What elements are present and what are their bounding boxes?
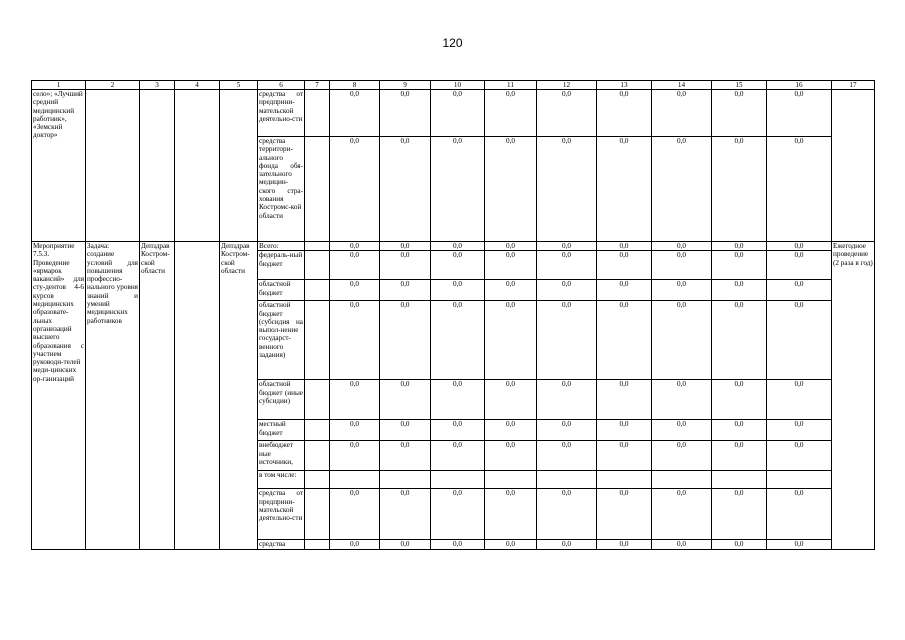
funding-source: средства от предприни-мательской деятельно-сти: [258, 90, 305, 137]
empty-cell: [305, 420, 330, 441]
amount-cell: 0,0: [712, 441, 767, 471]
amount-cell: 0,0: [380, 420, 431, 441]
responsible-executor: Депздрав Костром-ской области: [140, 242, 175, 550]
funding-source: средства от предприни-мательской деятельно-сти: [258, 489, 305, 540]
table-row: [32, 242, 875, 251]
amount-cell: 0,0: [380, 242, 431, 251]
amount-cell: 0,0: [330, 280, 380, 301]
amount-cell: 0,0: [712, 540, 767, 549]
amount-cell: 0,0: [537, 251, 597, 280]
column-number: 12: [537, 81, 597, 90]
amount-cell: 0,0: [431, 380, 485, 420]
amount-cell: [485, 471, 537, 489]
page-number: 120: [442, 36, 463, 50]
amount-cell: 0,0: [431, 90, 485, 137]
amount-cell: 0,0: [431, 301, 485, 380]
amount-cell: 0,0: [712, 301, 767, 380]
amount-cell: 0,0: [431, 540, 485, 549]
amount-cell: 0,0: [485, 280, 537, 301]
amount-cell: 0,0: [597, 441, 652, 471]
empty-cell: [305, 90, 330, 137]
amount-cell: 0,0: [485, 251, 537, 280]
amount-cell: 0,0: [431, 280, 485, 301]
amount-cell: 0,0: [330, 489, 380, 540]
amount-cell: 0,0: [767, 380, 832, 420]
amount-cell: 0,0: [537, 380, 597, 420]
amount-cell: 0,0: [330, 380, 380, 420]
column-number: 1: [32, 81, 86, 90]
column-number: 16: [767, 81, 832, 90]
column-number: 15: [712, 81, 767, 90]
amount-cell: 0,0: [652, 380, 712, 420]
amount-cell: 0,0: [537, 441, 597, 471]
empty-cell: [305, 471, 330, 489]
amount-cell: 0,0: [597, 251, 652, 280]
amount-cell: 0,0: [767, 420, 832, 441]
amount-cell: [712, 471, 767, 489]
amount-cell: 0,0: [767, 251, 832, 280]
empty-cell: [140, 90, 175, 242]
coexecutor: Депздрав Костром-ской области: [220, 242, 258, 550]
amount-cell: 0,0: [767, 489, 832, 540]
amount-cell: 0,0: [485, 137, 537, 242]
amount-cell: 0,0: [652, 242, 712, 251]
empty-cell: [832, 90, 875, 242]
amount-cell: 0,0: [380, 540, 431, 549]
amount-cell: 0,0: [767, 540, 832, 549]
column-number: 13: [597, 81, 652, 90]
amount-cell: 0,0: [597, 137, 652, 242]
funding-source: средства: [258, 540, 305, 549]
amount-cell: 0,0: [330, 540, 380, 549]
amount-cell: 0,0: [597, 380, 652, 420]
amount-cell: 0,0: [712, 137, 767, 242]
empty-cell: [305, 441, 330, 471]
table-row: [32, 90, 875, 137]
funding-source: в том числе:: [258, 471, 305, 489]
empty-cell: [305, 489, 330, 540]
amount-cell: 0,0: [652, 137, 712, 242]
amount-cell: 0,0: [330, 441, 380, 471]
amount-cell: 0,0: [431, 251, 485, 280]
amount-cell: 0,0: [485, 242, 537, 251]
funding-source: областной бюджет: [258, 280, 305, 301]
amount-cell: 0,0: [537, 280, 597, 301]
amount-cell: 0,0: [380, 251, 431, 280]
column-number: 11: [485, 81, 537, 90]
amount-cell: 0,0: [712, 420, 767, 441]
amount-cell: 0,0: [597, 489, 652, 540]
amount-cell: 0,0: [537, 540, 597, 549]
column-number-row: [32, 81, 875, 90]
empty-cell: [175, 242, 220, 550]
amount-cell: 0,0: [597, 280, 652, 301]
funding-source: местный бюджет: [258, 420, 305, 441]
amount-cell: 0,0: [597, 540, 652, 549]
amount-cell: 0,0: [712, 380, 767, 420]
amount-cell: 0,0: [652, 251, 712, 280]
amount-cell: 0,0: [652, 90, 712, 137]
expected-result: Ежегодное проведение (2 раза в год): [832, 242, 875, 550]
empty-cell: [305, 301, 330, 380]
amount-cell: 0,0: [485, 380, 537, 420]
amount-cell: 0,0: [652, 489, 712, 540]
amount-cell: 0,0: [431, 137, 485, 242]
column-number: 14: [652, 81, 712, 90]
column-number: 8: [330, 81, 380, 90]
column-number: 9: [380, 81, 431, 90]
empty-cell: [305, 251, 330, 280]
column-number: 6: [258, 81, 305, 90]
funding-source: федераль-ный бюджет: [258, 251, 305, 280]
amount-cell: 0,0: [380, 380, 431, 420]
amount-cell: 0,0: [712, 242, 767, 251]
amount-cell: 0,0: [537, 301, 597, 380]
empty-cell: [86, 90, 140, 242]
empty-cell: [305, 380, 330, 420]
amount-cell: 0,0: [712, 90, 767, 137]
amount-cell: 0,0: [652, 420, 712, 441]
amount-cell: 0,0: [380, 441, 431, 471]
amount-cell: 0,0: [330, 137, 380, 242]
funding-source: областной бюджет (иные субсидии): [258, 380, 305, 420]
amount-cell: 0,0: [485, 540, 537, 549]
amount-cell: 0,0: [330, 242, 380, 251]
amount-cell: 0,0: [380, 301, 431, 380]
amount-cell: 0,0: [652, 280, 712, 301]
amount-cell: 0,0: [485, 420, 537, 441]
amount-cell: 0,0: [380, 280, 431, 301]
empty-cell: [305, 137, 330, 242]
amount-cell: 0,0: [597, 90, 652, 137]
empty-cell: [305, 242, 330, 251]
amount-cell: 0,0: [485, 489, 537, 540]
amount-cell: 0,0: [485, 441, 537, 471]
amount-cell: 0,0: [597, 242, 652, 251]
funding-source: внебюджет ные источники,: [258, 441, 305, 471]
amount-cell: 0,0: [652, 441, 712, 471]
amount-cell: 0,0: [597, 301, 652, 380]
amount-cell: 0,0: [597, 420, 652, 441]
empty-cell: [175, 90, 220, 242]
amount-cell: 0,0: [767, 441, 832, 471]
amount-cell: 0,0: [767, 280, 832, 301]
empty-cell: [220, 90, 258, 242]
amount-cell: 0,0: [537, 242, 597, 251]
amount-cell: 0,0: [485, 90, 537, 137]
amount-cell: 0,0: [537, 420, 597, 441]
amount-cell: 0,0: [380, 137, 431, 242]
amount-cell: [431, 471, 485, 489]
amount-cell: 0,0: [431, 242, 485, 251]
measure-name: Мероприятие 7.5.3. Проведение «ярмарок вакансий» для сту-дентов 4-6 курсов медицинских образовате-льных организаций высшего образования с участием руководи-телей меди-цинских ор-ганизаций: [32, 242, 86, 550]
column-number: 5: [220, 81, 258, 90]
amount-cell: 0,0: [380, 90, 431, 137]
column-number: 10: [431, 81, 485, 90]
empty-cell: [305, 540, 330, 549]
amount-cell: 0,0: [380, 489, 431, 540]
amount-cell: [537, 471, 597, 489]
task-description: Задача: создание условий для повышения профессио-нального уровня знаний и умений медицинских работников: [86, 242, 140, 550]
amount-cell: 0,0: [652, 301, 712, 380]
amount-cell: 0,0: [767, 137, 832, 242]
column-number: 4: [175, 81, 220, 90]
funding-source: Всего:: [258, 242, 305, 251]
amount-cell: 0,0: [485, 301, 537, 380]
empty-cell: [305, 280, 330, 301]
amount-cell: 0,0: [330, 251, 380, 280]
amount-cell: 0,0: [431, 441, 485, 471]
amount-cell: [767, 471, 832, 489]
column-number: 3: [140, 81, 175, 90]
amount-cell: 0,0: [431, 420, 485, 441]
amount-cell: [652, 471, 712, 489]
amount-cell: 0,0: [767, 242, 832, 251]
amount-cell: 0,0: [330, 301, 380, 380]
funding-source: областной бюджет (субсидия на выпол-нение государст-венного задания): [258, 301, 305, 380]
amount-cell: 0,0: [712, 280, 767, 301]
amount-cell: 0,0: [712, 251, 767, 280]
column-number: 7: [305, 81, 330, 90]
amount-cell: 0,0: [537, 90, 597, 137]
measure-name: село»; «Лучший средний медицинский работник», «Земский доктор»: [32, 90, 86, 242]
column-number: 17: [832, 81, 875, 90]
amount-cell: 0,0: [537, 137, 597, 242]
amount-cell: 0,0: [431, 489, 485, 540]
budget-table: [31, 80, 875, 550]
amount-cell: [597, 471, 652, 489]
amount-cell: 0,0: [330, 90, 380, 137]
amount-cell: [380, 471, 431, 489]
funding-source: средства территори-ального фонда обя-зательного медицин-ского стра-хования Костромс-кой области: [258, 137, 305, 242]
amount-cell: 0,0: [767, 301, 832, 380]
amount-cell: 0,0: [712, 489, 767, 540]
column-number: 2: [86, 81, 140, 90]
amount-cell: 0,0: [537, 489, 597, 540]
amount-cell: 0,0: [767, 90, 832, 137]
amount-cell: 0,0: [652, 540, 712, 549]
amount-cell: 0,0: [330, 420, 380, 441]
amount-cell: [330, 471, 380, 489]
